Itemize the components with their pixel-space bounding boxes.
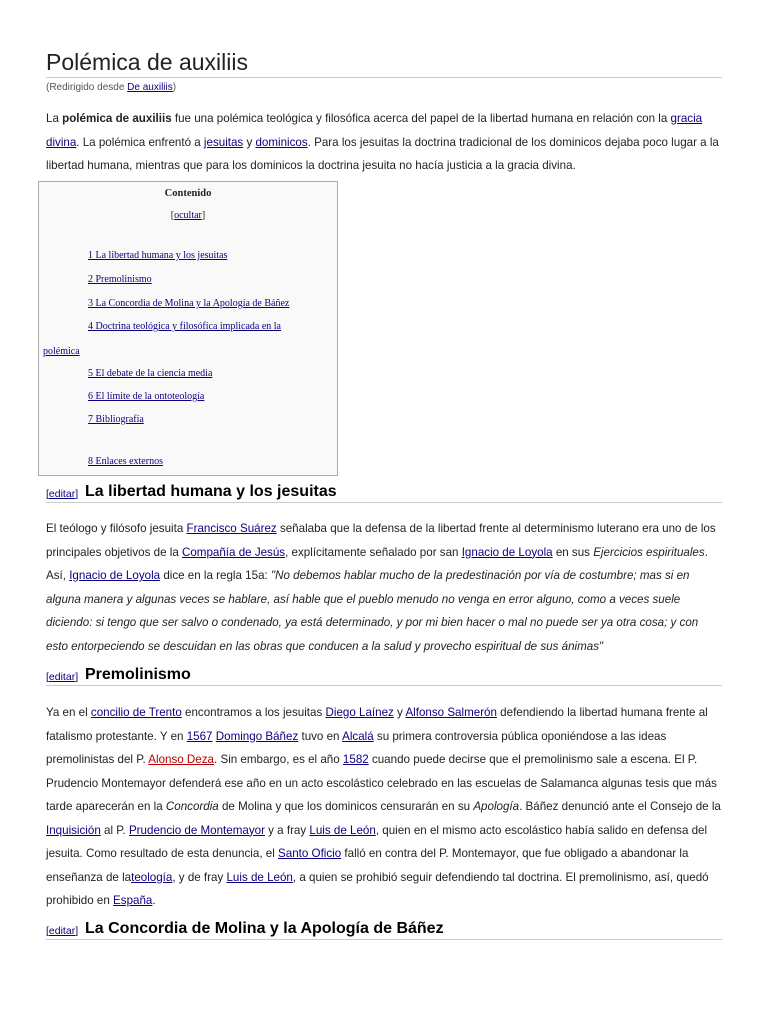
s2-text: encontramos a los jesuitas (181, 706, 326, 719)
section-title-3: La Concordia de Molina y la Apología de Báñez (85, 920, 444, 937)
s1-text: señalaba que la defensa de la libertad frente al determinismo luterano era uno de los principales objetivos de la (46, 522, 716, 559)
link-santo-oficio[interactable]: Santo Oficio (278, 847, 342, 860)
intro-text: . La polémica enfrentó a (76, 135, 204, 149)
table-of-contents (38, 181, 338, 476)
s2-text: . (152, 894, 156, 907)
redirect-link[interactable]: De auxiliis (127, 82, 173, 93)
link-prudencio-de-montemayor[interactable]: Prudencio de Montemayor (128, 823, 265, 837)
section-title-1: La libertad humana y los jesuitas (85, 483, 337, 500)
s2-text: falló en contra del P. Montemayor, que fue obligado a abandonar la enseñanza de la (46, 847, 689, 884)
toc-item-4-continued[interactable]: polémica (43, 346, 80, 357)
edit-button[interactable]: editar (48, 671, 76, 683)
s2-italic: Concordia (165, 800, 219, 813)
toc-title: Contenido (164, 188, 212, 199)
link-1582[interactable]: 1582 (342, 753, 369, 766)
link-ignacio-de-loyola[interactable]: Ignacio de Loyola (461, 545, 553, 559)
link-1567[interactable]: 1567 (186, 729, 213, 743)
redirect-suffix: ) (172, 82, 177, 93)
link-espana[interactable]: España (113, 894, 153, 907)
intro-bold-term: polémica de auxiliis (62, 112, 172, 125)
toc-item-1[interactable]: 1 La libertad humana y los jesuitas (88, 250, 228, 261)
link-diego-lainez[interactable]: Diego Laínez (325, 706, 394, 719)
toc-bracket: ] (201, 210, 206, 221)
link-jesuitas[interactable]: jesuitas (203, 135, 244, 149)
s1-text: . Así, (46, 545, 708, 582)
s2-italic: Apología (473, 800, 520, 813)
s1-text: dice en la regla 15a: (160, 569, 271, 582)
edit-link-1: [editar] (46, 488, 79, 500)
link-francisco-suarez[interactable]: Francisco Suárez (186, 522, 277, 535)
intro-text: fue una polémica teológica y filosófica acerca del papel de la libertad humana en relación con la (171, 112, 671, 125)
link-domingo-banez[interactable]: Domingo Báñez (215, 729, 299, 743)
page-title: Polémica de auxiliis (46, 48, 722, 78)
s2-text: , quien en el mismo acto escolástico había salido en defensa del jesuita. Como resultado de esta denuncia, el (46, 823, 708, 860)
redirect-prefix: (Redirigido desde (46, 82, 128, 93)
intro-text: . Para los jesuitas la doctrina tradicional de los dominicos dejaba poco lugar a la libertad humana, mientras que para los dominicos la doctrina jesuita no hacía justicia a la gracia divina. (46, 135, 719, 172)
section-heading-3 (46, 915, 722, 940)
edit-link-3: [editar] (46, 925, 79, 937)
s2-text: su primera controversia pública oponiéndose a las ideas premolinistas del P. (46, 729, 667, 766)
s2-text: y (393, 706, 406, 719)
intro-paragraph (46, 107, 722, 178)
edit-link-2: [editar] (46, 671, 79, 683)
toc-item-2[interactable]: 2 Premolinismo (88, 274, 152, 285)
intro-text: La (46, 112, 63, 125)
s2-text: cuando puede decirse que el premolinismo sale a escena. El P. Prudencio Montemayor defenderá ese año en un acto escolástico celebrado en las escuelas de Salamanca algunas tesis que más tarde aparecerán en la (46, 753, 717, 813)
toc-item-6[interactable]: 6 El límite de la ontoteología (88, 391, 205, 402)
s1-text: , explícitamente señalado por san (285, 545, 462, 559)
s2-text: , y de fray (172, 870, 227, 884)
s2-text: al P. (100, 823, 129, 837)
section-1-paragraph (46, 517, 722, 658)
s2-text: tuvo en (298, 729, 343, 743)
section-title-2: Premolinismo (85, 666, 191, 683)
s2-text: , a quien se prohibió seguir defendiendo tal doctrina. El premolinismo, así, quedó prohibido en (46, 870, 709, 907)
s2-text: . Sin embargo, es el año (214, 753, 343, 766)
link-gracia-divina[interactable]: gracia divina (46, 112, 703, 149)
s1-italic: Ejercicios espirituales (593, 545, 705, 559)
link-alonso-deza[interactable]: Alonso Deza (148, 753, 215, 766)
link-alcala[interactable]: Alcalá (342, 729, 374, 743)
redirect-note (46, 82, 176, 93)
s2-text: y a fray (264, 823, 310, 837)
section-heading-1 (46, 478, 722, 503)
s2-text: defendiendo la libertad humana frente al fatalismo protestante. Y en (46, 706, 708, 743)
link-inquisicion[interactable]: Inquisición (46, 823, 101, 837)
link-luis-de-leon[interactable]: Luis de León (226, 870, 293, 884)
toc-toggle (39, 210, 337, 221)
edit-button[interactable]: editar (48, 488, 76, 500)
s2-text: Ya en el (46, 706, 91, 719)
link-ignacio-de-loyola[interactable]: Ignacio de Loyola (69, 569, 161, 582)
toc-hide-button[interactable]: ocultar (174, 210, 202, 221)
link-teologia[interactable]: teología (131, 870, 173, 884)
toc-bracket: [ (170, 210, 175, 221)
toc-item-4[interactable]: 4 Doctrina teológica y filosófica implicada en la (88, 321, 281, 332)
toc-item-3[interactable]: 3 La Concordia de Molina y la Apología de Báñez (88, 298, 290, 309)
s1-text: en sus (552, 545, 594, 559)
link-compania-de-jesus[interactable]: Compañía de Jesús (181, 545, 286, 559)
link-alfonso-salmeron[interactable]: Alfonso Salmerón (405, 706, 497, 719)
intro-text: y (243, 135, 256, 149)
s1-quote: "No debemos hablar mucho de la predestinación por vía de costumbre; mas si en alguna manera y algunas veces se hablare, así hable que el pueblo menudo no venga en error alguno, como a veces suele diciendo: si tengo que ser salvo o condenado, ya está determinado, y por mi bien hacer o mal no puede ser ya otra cosa; y con esto entorpeciendo se descuidan en las obras que conducen a la salud y provecho espiritual de sus ánimas" (46, 569, 699, 653)
s1-text: El teólogo y filósofo jesuita (46, 522, 187, 535)
edit-button[interactable]: editar (48, 925, 76, 937)
section-heading-2 (46, 661, 722, 686)
toc-item-7[interactable]: 7 Bibliografía (88, 414, 144, 425)
toc-item-5[interactable]: 5 El debate de la ciencia media (88, 368, 213, 379)
s2-text: de Molina y que los dominicos censurarán en su (218, 800, 474, 813)
s2-text: . Báñez denunció ante el Consejo de la (519, 800, 721, 813)
link-dominicos[interactable]: dominicos (255, 135, 308, 149)
toc-item-8[interactable]: 8 Enlaces externos (88, 456, 163, 467)
section-2-paragraph (46, 701, 722, 913)
link-luis-de-leon[interactable]: Luis de León (309, 823, 376, 837)
link-concilio-de-trento[interactable]: concilio de Trento (90, 706, 182, 719)
